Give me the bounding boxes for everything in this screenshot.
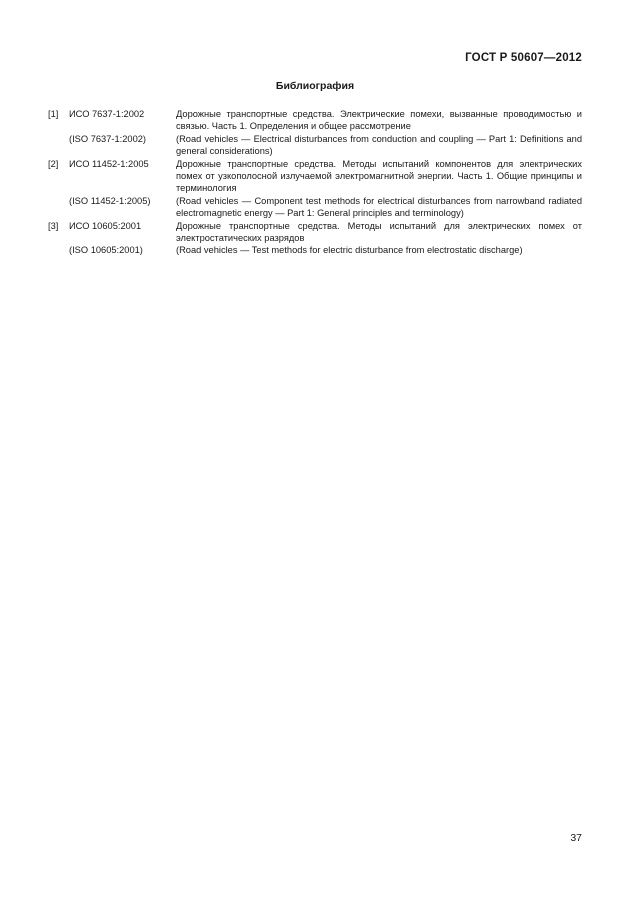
- entry-title-en: (Road vehicles — Component test methods for electrical disturbances from narrowband radiated electromagnetic energy — Part 1: General principles and terminology): [176, 195, 582, 219]
- entry-row-ru: [48, 108, 582, 133]
- entry-row-en: [48, 244, 582, 256]
- entry-code-ru: ИСО 10605:2001: [69, 220, 142, 231]
- entry-row-ru: [48, 220, 582, 245]
- entry-title-en: (Road vehicles — Test methods for electric disturbance from electrostatic discharge): [176, 245, 523, 256]
- entry-code-en: (ISO 7637-1:2002): [69, 133, 147, 144]
- entry-title-ru: Дорожные транспортные средства. Электрические помехи, вызванные проводимостью и связью. Часть 1. Определения и общее рассмотрение: [176, 109, 582, 132]
- entry-row-ru: [48, 158, 582, 195]
- bibliography-entry: [48, 108, 582, 158]
- bibliography-entry: [48, 158, 582, 220]
- entry-title-ru: Дорожные транспортные средства. Методы испытаний компонентов для электрических помех от узкополосной излучаемой электромагнитной энергии. Часть 1. Общие принципы и терминология: [176, 158, 582, 194]
- entry-title-en: (Road vehicles — Electrical disturbances from conduction and coupling — Part 1: Definitions and general considerations): [176, 133, 582, 157]
- entry-code-ru: ИСО 11452-1:2005: [69, 158, 149, 169]
- page-number: 37: [570, 832, 582, 844]
- entry-code-en: (ISO 10605:2001): [69, 245, 143, 256]
- entry-code-ru: ИСО 7637-1:2002: [69, 109, 145, 119]
- document-code: ГОСТ Р 50607—2012: [465, 52, 582, 64]
- section-title: Библиография: [275, 80, 355, 92]
- entry-number: [3]: [48, 220, 59, 231]
- entry-number: [1]: [48, 109, 59, 119]
- entry-title-ru: Дорожные транспортные средства. Методы испытаний для электрических помех от электростатических разрядов: [176, 220, 582, 244]
- entry-number: [2]: [48, 158, 59, 169]
- entry-row-en: [48, 195, 582, 220]
- bibliography-entry: [48, 220, 582, 257]
- entry-code-en: (ISO 11452-1:2005): [69, 195, 151, 206]
- entry-row-en: [48, 133, 582, 158]
- bibliography-list: [48, 108, 582, 257]
